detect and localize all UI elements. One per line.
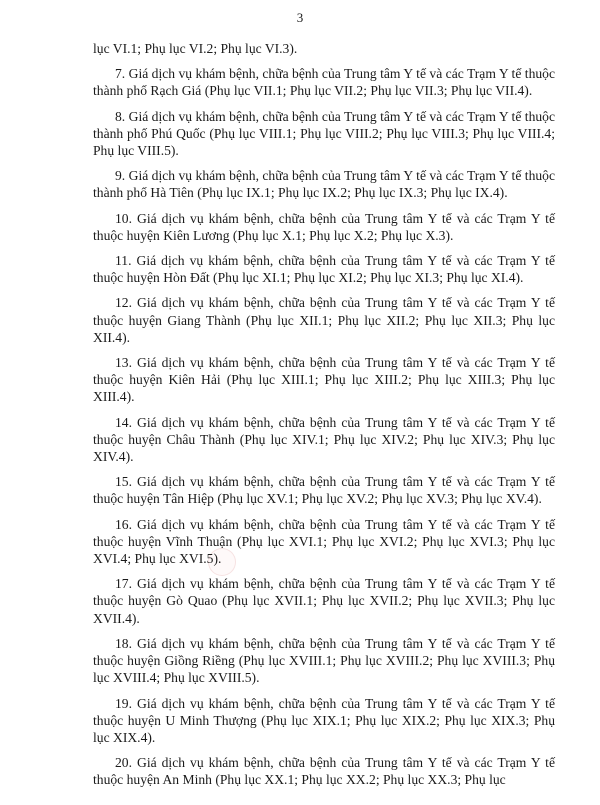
paragraph-item-17: 17. Giá dịch vụ khám bệnh, chữa bệnh của Trung tâm Y tế và các Trạm Y tế thuộc huyện Gò Quao (Phụ lục XVII.1; Phụ lục XVII.2; Phụ lục XVII.3; Phụ lục XVII.4). [93, 576, 555, 626]
page-number: 3 [296, 10, 304, 25]
paragraph-item-8: 8. Giá dịch vụ khám bệnh, chữa bệnh của Trung tâm Y tế và các Trạm Y tế thuộc thành phố Phú Quốc (Phụ lục VIII.1; Phụ lục VIII.2; Phụ lục VIII.3; Phụ lục VIII.4; Phụ lục VIII.5). [93, 108, 555, 159]
paragraph-item-11: 11. Giá dịch vụ khám bệnh, chữa bệnh của Trung tâm Y tế và các Trạm Y tế thuộc huyện Hòn Đất (Phụ lục XI.1; Phụ lục XI.2; Phụ lục XI.3; Phụ lục XI.4). [93, 253, 555, 286]
paragraph-item-10: 10. Giá dịch vụ khám bệnh, chữa bệnh của Trung tâm Y tế và các Trạm Y tế thuộc huyện Kiên Lương (Phụ lục X.1; Phụ lục X.2; Phụ lục X.3). [93, 210, 555, 243]
paragraph-continuation: lục VI.1; Phụ lục VI.2; Phụ lục VI.3). [93, 41, 298, 56]
paragraph-item-15: 15. Giá dịch vụ khám bệnh, chữa bệnh của Trung tâm Y tế và các Trạm Y tế thuộc huyện Tân Hiệp (Phụ lục XV.1; Phụ lục XV.2; Phụ lục XV.3; Phụ lục XV.4). [93, 474, 555, 507]
paragraph-item-19: 19. Giá dịch vụ khám bệnh, chữa bệnh của Trung tâm Y tế và các Trạm Y tế thuộc huyện U Minh Thượng (Phụ lục XIX.1; Phụ lục XIX.2; Phụ lục XIX.3; Phụ lục XIX.4). [93, 695, 555, 745]
paragraph-item-18: 18. Giá dịch vụ khám bệnh, chữa bệnh của Trung tâm Y tế và các Trạm Y tế thuộc huyện Giồng Riềng (Phụ lục XVIII.1; Phụ lục XVIII.2; Phụ lục XVIII.3; Phụ lục XVIII.4; Phụ lục XVIII.5). [93, 635, 555, 686]
paragraph-item-20: 20. Giá dịch vụ khám bệnh, chữa bệnh của Trung tâm Y tế và các Trạm Y tế thuộc huyện An Minh (Phụ lục XX.1; Phụ lục XX.2; Phụ lục XX.3; Phụ lục [93, 755, 555, 788]
document-body [93, 40, 555, 797]
paragraph-item-14: 14. Giá dịch vụ khám bệnh, chữa bệnh của Trung tâm Y tế và các Trạm Y tế thuộc huyện Châu Thành (Phụ lục XIV.1; Phụ lục XIV.2; Phụ lục XIV.3; Phụ lục XIV.4). [93, 414, 555, 465]
paragraph-item-9: 9. Giá dịch vụ khám bệnh, chữa bệnh của Trung tâm Y tế và các Trạm Y tế thuộc thành phố Hà Tiên (Phụ lục IX.1; Phụ lục IX.2; Phụ lục IX.3; Phụ lục IX.4). [93, 168, 555, 201]
paragraph-item-16: 16. Giá dịch vụ khám bệnh, chữa bệnh của Trung tâm Y tế và các Trạm Y tế thuộc huyện Vĩnh Thuận (Phụ lục XVI.1; Phụ lục XVI.2; Phụ lục XVI.3; Phụ lục XVI.4; Phụ lục XVI.5). [93, 516, 555, 567]
paragraph-item-13: 13. Giá dịch vụ khám bệnh, chữa bệnh của Trung tâm Y tế và các Trạm Y tế thuộc huyện Kiên Hải (Phụ lục XIII.1; Phụ lục XIII.2; Phụ lục XIII.3; Phụ lục XIII.4). [93, 355, 555, 405]
paragraph-item-12: 12. Giá dịch vụ khám bệnh, chữa bệnh của Trung tâm Y tế và các Trạm Y tế thuộc huyện Giang Thành (Phụ lục XII.1; Phụ lục XII.2; Phụ lục XII.3; Phụ lục XII.4). [93, 295, 555, 345]
paragraph-item-7: 7. Giá dịch vụ khám bệnh, chữa bệnh của Trung tâm Y tế và các Trạm Y tế thuộc thành phố Rạch Giá (Phụ lục VII.1; Phụ lục VII.2; Phụ lục VII.3; Phụ lục VII.4). [93, 66, 555, 99]
